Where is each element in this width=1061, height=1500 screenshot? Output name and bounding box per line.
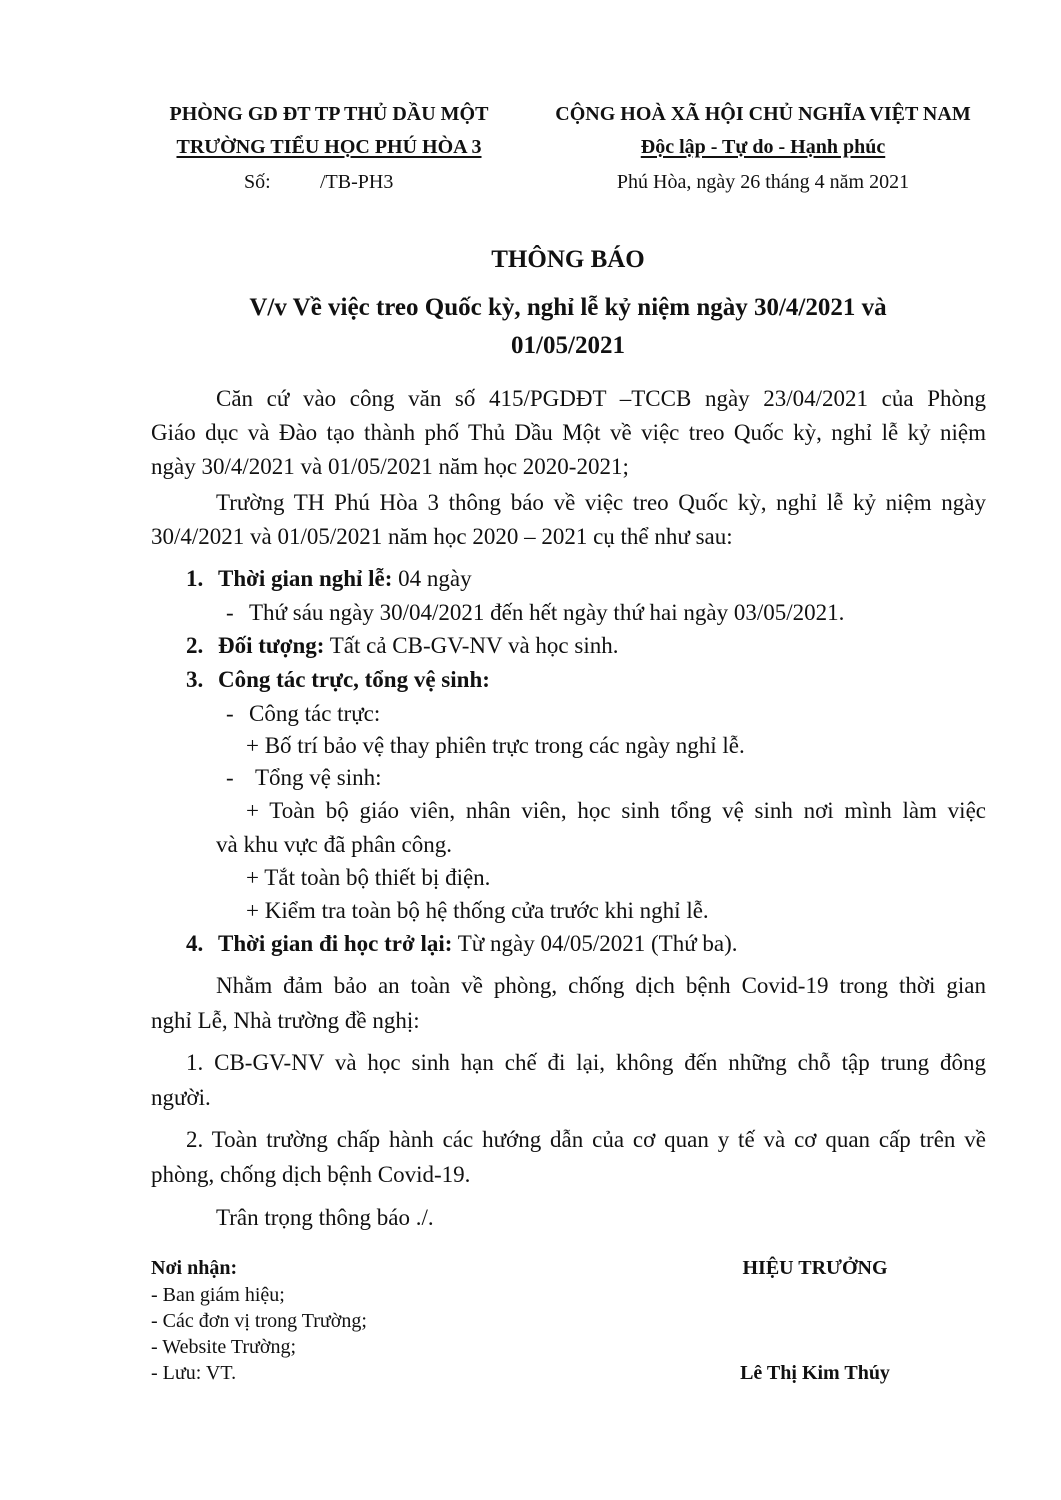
- paragraph-basis-line3: ngày 30/4/2021 và 01/05/2021 năm học 2020-2021;: [151, 454, 629, 479]
- recipient-item: - Website Trường;: [151, 1336, 297, 1358]
- document-title: THÔNG BÁO: [491, 246, 645, 273]
- national-motto: Độc lập - Tự do - Hạnh phúc: [640, 136, 886, 158]
- document-number-label: Số:: [244, 171, 271, 193]
- item-3-cleaning-detail-line1: + Toàn bộ giáo viên, nhân viên, học sinh tổng vệ sinh nơi mình làm việc: [246, 798, 986, 823]
- paragraph-covid-line1: Nhằm đảm bảo an toàn về phòng, chống dịch bệnh Covid-19 trong thời gian: [216, 973, 986, 998]
- item-3-duty: Công tác trực:: [249, 701, 381, 726]
- item-1-label: Thời gian nghỉ lễ:: [218, 566, 393, 591]
- item-3-cleaning: Tổng vệ sinh:: [255, 765, 382, 790]
- item-2-label: Đối tượng:: [218, 633, 325, 658]
- item-3-cleaning-detail-line2: và khu vực đã phân công.: [216, 832, 453, 857]
- closing-text: Trân trọng thông báo ./.: [216, 1205, 434, 1230]
- recipient-item: - Các đơn vị trong Trường;: [151, 1310, 367, 1332]
- item-3-dash-cleaning: -: [226, 765, 234, 790]
- item-3-check-doors: + Kiểm tra toàn bộ hệ thống cửa trước khi nghỉ lễ.: [246, 898, 709, 923]
- paragraph-covid-line2: nghỉ Lễ, Nhà trường đề nghị:: [151, 1008, 420, 1033]
- item-1: [218, 566, 472, 592]
- item-1-dash: -: [226, 600, 234, 625]
- school-name: TRƯỜNG TIỂU HỌC PHÚ HÒA 3: [176, 136, 482, 158]
- document-subject-line1: V/v Về việc treo Quốc kỳ, nghỉ lễ kỷ niệm ngày 30/4/2021 và: [249, 294, 887, 321]
- item-2: [218, 633, 618, 659]
- signer-name: Lê Thị Kim Thúy: [740, 1362, 890, 1384]
- item-4: [218, 931, 738, 957]
- item-4-value: Từ ngày 04/05/2021 (Thứ ba).: [452, 931, 738, 956]
- signer-title: HIỆU TRƯỞNG: [742, 1257, 888, 1279]
- item-1-detail: Thứ sáu ngày 30/04/2021 đến hết ngày thứ hai ngày 03/05/2021.: [249, 600, 845, 625]
- item-1-value: 04 ngày: [392, 566, 472, 591]
- item-3-number: 3.: [186, 667, 204, 692]
- recipient-item: - Ban giám hiệu;: [151, 1284, 285, 1306]
- item-3-dash-duty: -: [226, 701, 234, 726]
- item-1-number: 1.: [186, 566, 204, 591]
- paragraph-announce-line1: Trường TH Phú Hòa 3 thông báo về việc treo Quốc kỳ, nghỉ lễ kỷ niệm ngày: [216, 490, 986, 515]
- item-2-number: 2.: [186, 633, 204, 658]
- document-number: /TB-PH3: [320, 171, 394, 193]
- item-4-number: 4.: [186, 931, 204, 956]
- item-3-label: Công tác trực, tổng vệ sinh:: [218, 667, 490, 692]
- document-date: Phú Hòa, ngày 26 tháng 4 năm 2021: [616, 171, 910, 193]
- recipient-item: - Lưu: VT.: [151, 1362, 237, 1384]
- item-3-duty-detail: + Bố trí bảo vệ thay phiên trực trong các ngày nghỉ lễ.: [246, 733, 745, 758]
- paragraph-basis-line2: Giáo dục và Đào tạo thành phố Thủ Dầu Một về việc treo Quốc kỳ, nghỉ lễ kỷ niệm: [151, 420, 986, 445]
- paragraph-basis-line1: Căn cứ vào công văn số 415/PGDĐT –TCCB ngày 23/04/2021 của Phòng: [216, 386, 986, 411]
- item-2-value: Tất cả CB-GV-NV và học sinh.: [324, 633, 619, 658]
- request-1-line2: người.: [151, 1085, 211, 1110]
- recipients-title: Nơi nhận:: [151, 1257, 238, 1279]
- paragraph-announce-line2: 30/4/2021 và 01/05/2021 năm học 2020 – 2021 cụ thể như sau:: [151, 524, 733, 549]
- request-1-line1: 1. CB-GV-NV và học sinh hạn chế đi lại, không đến những chỗ tập trung đông: [186, 1050, 986, 1075]
- department-name: PHÒNG GD ĐT TP THỦ DẦU MỘT: [169, 103, 489, 125]
- item-4-label: Thời gian đi học trở lại:: [218, 931, 453, 956]
- country-name: CỘNG HOÀ XÃ HỘI CHỦ NGHĨA VIỆT NAM: [555, 103, 971, 125]
- request-2-line2: phòng, chống dịch bệnh Covid-19.: [151, 1162, 471, 1187]
- document-subject-line2: 01/05/2021: [511, 332, 625, 359]
- item-3-power-off: + Tắt toàn bộ thiết bị điện.: [246, 865, 491, 890]
- request-2-line1: 2. Toàn trường chấp hành các hướng dẫn của cơ quan y tế và cơ quan cấp trên về: [186, 1127, 986, 1152]
